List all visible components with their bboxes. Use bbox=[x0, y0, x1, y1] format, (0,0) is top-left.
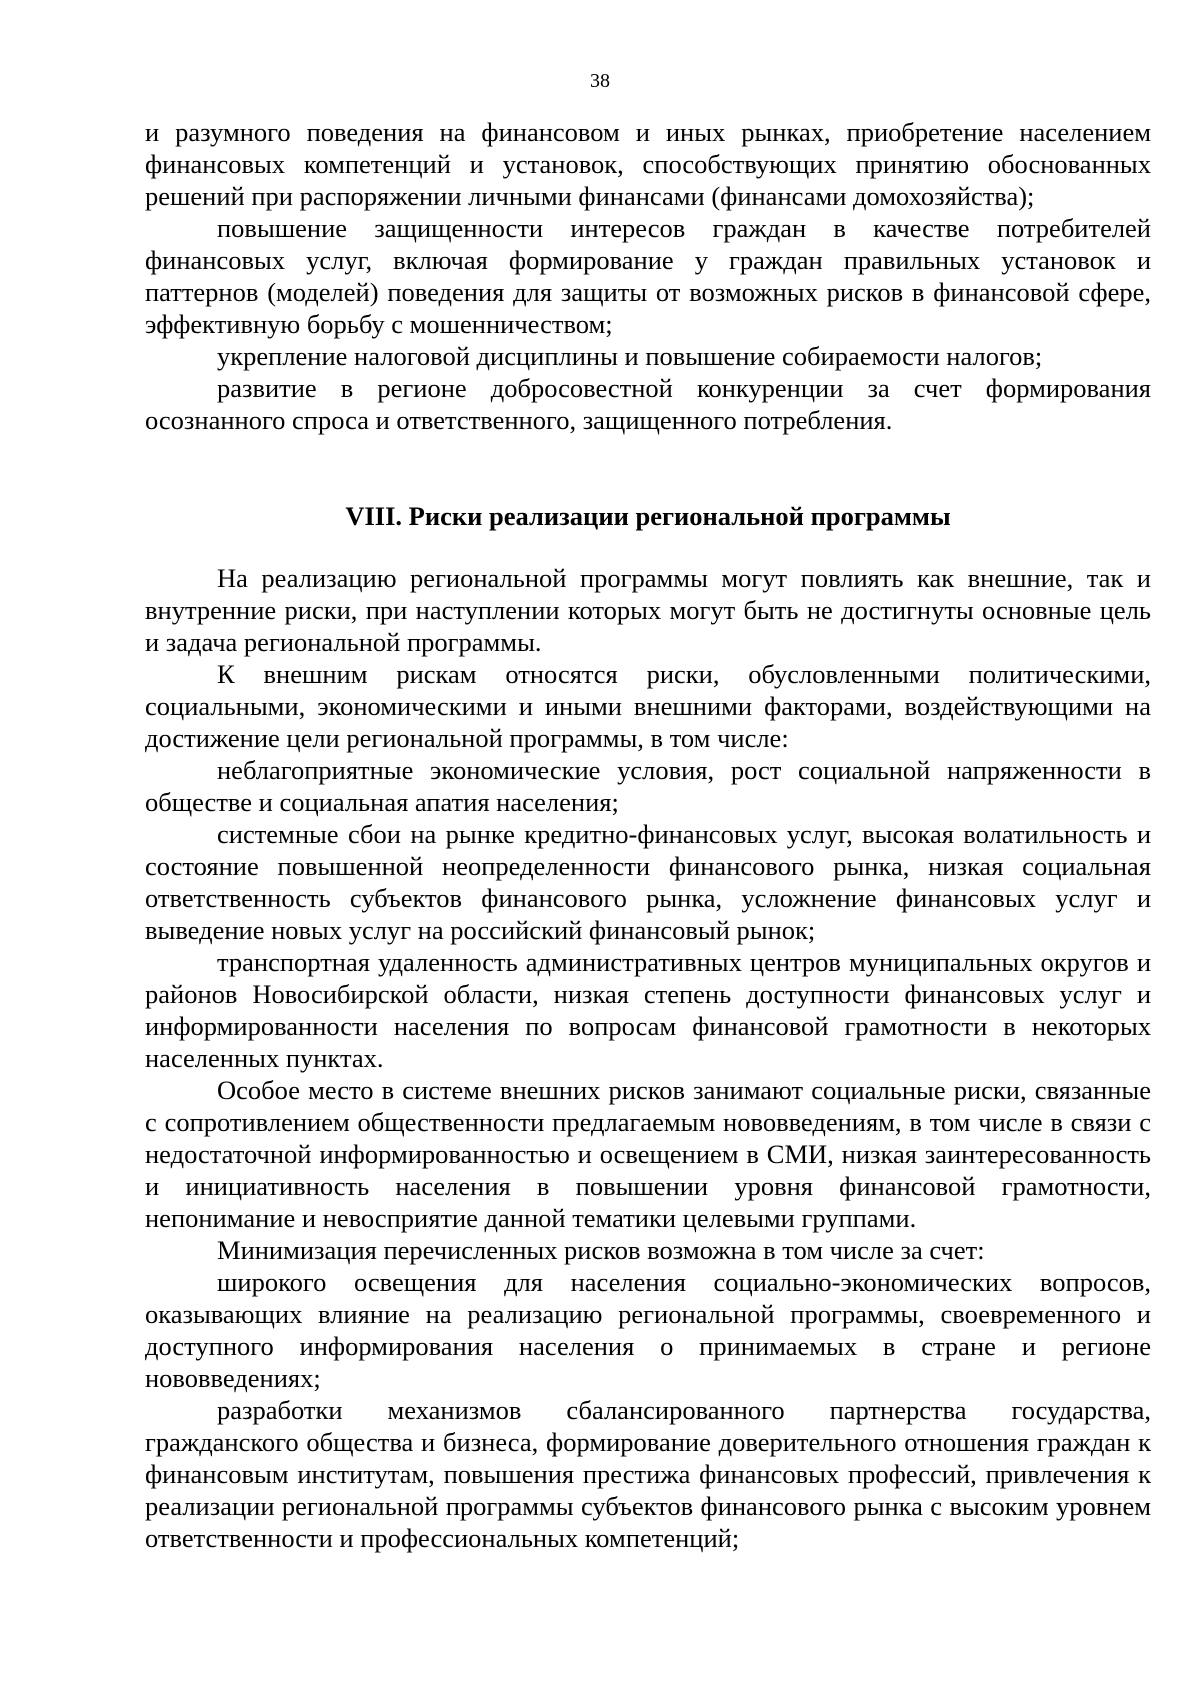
paragraph-consumer-protection: повышение защищенности интересов граждан в качестве потребителей финансовых услуг, включая формирование у граждан правильных установок и паттернов (моделей) поведения для защиты от возможных рисков в финансовой сфере, эффективную борьбу с мошенничеством; bbox=[145, 213, 1151, 339]
paragraph-minimization: Минимизация перечисленных рисков возможна в том числе за счет: bbox=[217, 1235, 985, 1265]
paragraph-economic-conditions: неблагоприятные экономические условия, рост социальной напряженности в обществе и социальная апатия населения; bbox=[145, 755, 1151, 817]
paragraph-wide-coverage: широкого освещения для населения социально-экономических вопросов, оказывающих влияние на реализацию региональной программы, своевременного и доступного информирования населения о принимаемых в стране и регионе нововведениях; bbox=[145, 1267, 1151, 1393]
page-number: 38 bbox=[590, 70, 610, 92]
paragraph-social-risks: Особое место в системе внешних рисков занимают социальные риски, связанные с сопротивлением общественности предлагаемым нововведениям, в том числе в связи с недостаточной информированностью и освещением в СМИ, низкая заинтересованность и инициативность населения в повышении уровня финансовой грамотности, непонимание и невосприятие данной тематики целевыми группами. bbox=[145, 1075, 1151, 1233]
paragraph-partnership: разработки механизмов сбалансированного партнерства государства, гражданского общества и бизнеса, формирование доверительного отношения граждан к финансовым институтам, повышения престижа финансовых профессий, привлечения к реализации региональной программы субъектов финансового рынка с высоким уровнем ответственности и профессиональных компетенций; bbox=[145, 1395, 1151, 1553]
paragraph-competition: развитие в регионе добросовестной конкуренции за счет формирования осознанного спроса и ответственного, защищенного потребления. bbox=[145, 373, 1151, 435]
paragraph-transport-remoteness: транспортная удаленность административных центров муниципальных округов и районов Новосибирской области, низкая степень доступности финансовых услуг и информированности населения по вопросам финансовой грамотности в некоторых населенных пунктах. bbox=[145, 947, 1151, 1073]
paragraph-tax-discipline: укрепление налоговой дисциплины и повышение собираемости налогов; bbox=[217, 341, 1043, 371]
section-heading: VIII. Риски реализации региональной программы bbox=[345, 501, 951, 531]
paragraph-external-risks: К внешним рискам относятся риски, обусловленными политическими, социальными, экономическими и иными внешними факторами, воздействующими на достижение цели региональной программы, в том числе: bbox=[145, 659, 1151, 753]
paragraph-risks-intro: На реализацию региональной программы могут повлиять как внешние, так и внутренние риски, при наступлении которых могут быть не достигнуты основные цель и задача региональной программы. bbox=[145, 563, 1151, 657]
paragraph-continuation: и разумного поведения на финансовом и иных рынках, приобретение населением финансовых компетенций и установок, способствующих принятию обоснованных решений при распоряжении личными финансами (финансами домохозяйства); bbox=[145, 117, 1151, 211]
paragraph-system-failures: системные сбои на рынке кредитно-финансовых услуг, высокая волатильность и состояние повышенной неопределенности финансового рынка, низкая социальная ответственность субъектов финансового рынка, усложнение финансовых услуг и выведение новых услуг на российский финансовый рынок; bbox=[145, 819, 1151, 945]
document-body bbox=[145, 116, 1151, 1554]
